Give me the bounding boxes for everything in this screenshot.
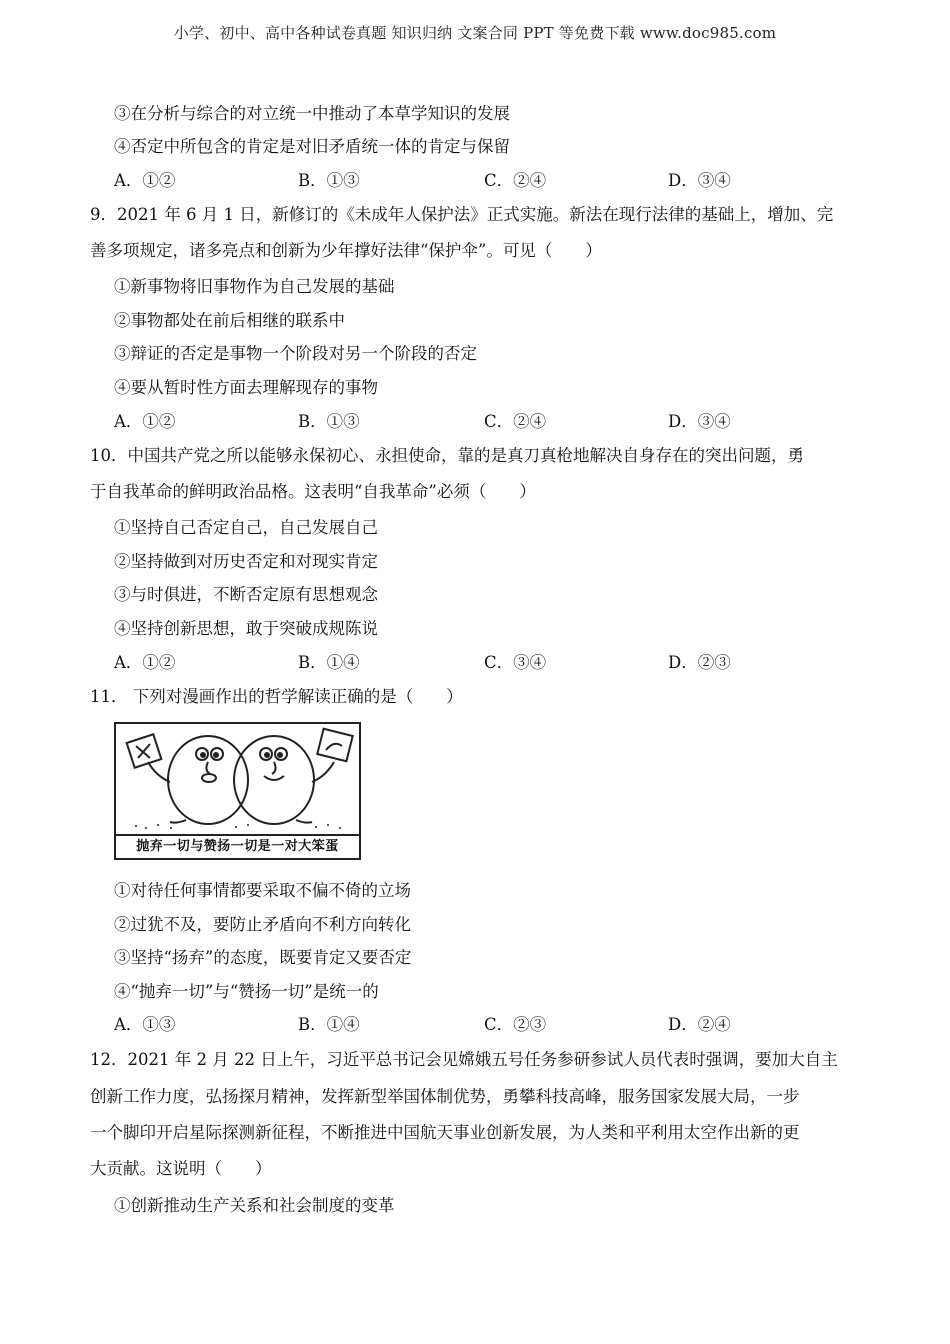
q9-option-3: ③辩证的否定是事物一个阶段对另一个阶段的否定 (114, 344, 477, 363)
q8-choice-c: C．②④ (484, 171, 547, 190)
cartoon-drawing (116, 724, 359, 834)
page-header: 小学、初中、高中各种试卷真题 知识归纳 文案合同 PPT 等免费下载 www.doc985.com (173, 24, 777, 42)
q11-choice-d: D．②④ (668, 1015, 731, 1034)
q9-choice-d: D．③④ (668, 412, 731, 431)
q9-choice-c: C．②④ (484, 412, 547, 431)
q9-option-1: ①新事物将旧事物作为自己发展的基础 (114, 277, 395, 296)
q10-choice-d: D．②③ (668, 653, 731, 672)
q11-choice-b: B．①④ (298, 1015, 360, 1034)
q11-option-3: ③坚持“扬弃”的态度，既要肯定又要否定 (114, 948, 412, 967)
q8-option-3: ③在分析与综合的对立统一中推动了本草学知识的发展 (114, 104, 510, 123)
q12-option-1: ①创新推动生产关系和社会制度的变革 (114, 1196, 395, 1215)
q8-option-4: ④否定中所包含的肯定是对旧矛盾统一体的肯定与保留 (114, 137, 510, 156)
q12-stem-line-1: 12．2021 年 2 月 22 日上午，习近平总书记会见嫦娥五号任务参研参试人员代表时强调，要加大自主 (90, 1050, 838, 1069)
q8-choice-a: A．①② (114, 171, 176, 190)
q10-option-2: ②坚持做到对历史否定和对现实肯定 (114, 552, 378, 571)
q10-option-1: ①坚持自己否定自己，自己发展自己 (114, 518, 378, 537)
q11-option-1: ①对待任何事情都要采取不偏不倚的立场 (114, 881, 411, 900)
q9-choice-a: A．①② (114, 412, 176, 431)
q9-stem-line-1: 9．2021 年 6 月 1 日，新修订的《未成年人保护法》正式实施。新法在现行法律的基础上，增加、完 (90, 205, 834, 224)
q10-stem-line-2: 于自我革命的鲜明政治品格。这表明“自我革命”必须（ ） (90, 482, 536, 501)
q10-stem-line-1: 10．中国共产党之所以能够永保初心、永担使命，靠的是真刀真枪地解决自身存在的突出问题，勇 (90, 446, 804, 465)
cartoon-caption: 抛弃一切与赞扬一切是一对大笨蛋 (116, 834, 359, 858)
q11-choice-a: A．①③ (114, 1015, 176, 1034)
q9-option-4: ④要从暂时性方面去理解现存的事物 (114, 378, 378, 397)
q8-choice-b: B．①③ (298, 171, 360, 190)
q10-choice-c: C．③④ (484, 653, 547, 672)
q9-option-2: ②事物都处在前后相继的联系中 (114, 311, 345, 330)
cartoon-illustration (114, 722, 361, 860)
q11-stem: 11． 下列对漫画作出的哲学解读正确的是（ ） (90, 687, 463, 706)
q9-stem-line-2: 善多项规定，诸多亮点和创新为少年撑好法律“保护伞”。可见（ ） (90, 241, 602, 260)
q11-option-2: ②过犹不及，要防止矛盾向不利方向转化 (114, 915, 411, 934)
q10-choice-a: A．①② (114, 653, 176, 672)
q10-choice-b: B．①④ (298, 653, 360, 672)
q12-stem-line-4: 大贡献。这说明（ ） (90, 1159, 272, 1178)
q10-option-4: ④坚持创新思想，敢于突破成规陈说 (114, 619, 378, 638)
q10-option-3: ③与时俱进，不断否定原有思想观念 (114, 585, 378, 604)
q12-stem-line-2: 创新工作力度，弘扬探月精神，发挥新型举国体制优势，勇攀科技高峰，服务国家发展大局，一步 (90, 1087, 800, 1106)
q11-choice-c: C．②③ (484, 1015, 547, 1034)
q12-stem-line-3: 一个脚印开启星际探测新征程，不断推进中国航天事业创新发展，为人类和平利用太空作出新的更 (90, 1123, 800, 1142)
q8-choice-d: D．③④ (668, 171, 731, 190)
q9-choice-b: B．①③ (298, 412, 360, 431)
q11-option-4: ④“抛弃一切”与“赞扬一切”是统一的 (114, 982, 379, 1001)
